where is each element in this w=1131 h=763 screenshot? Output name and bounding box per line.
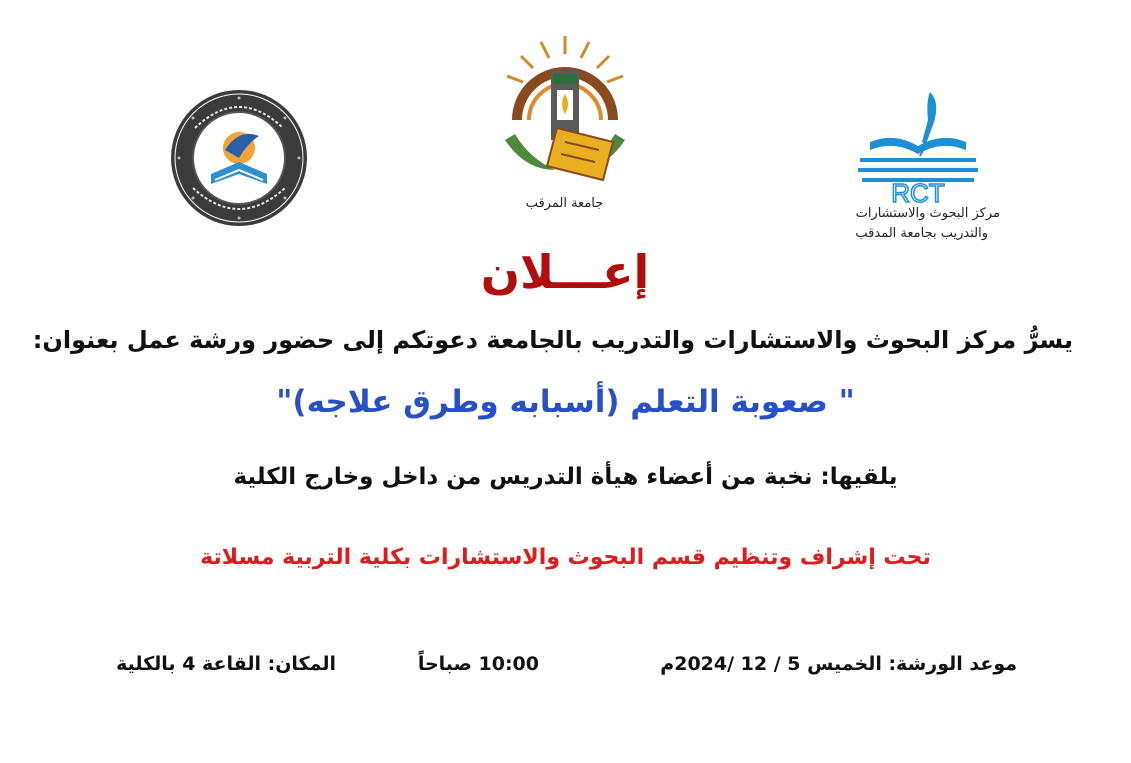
rct-caption-line2: والتدريب بجامعة المدقب — [855, 226, 988, 241]
workshop-location: المكان: القاعة 4 بالكلية — [116, 653, 336, 675]
workshop-title: " صعوبة التعلم (أسبابه وطرق علاجه)" — [276, 384, 855, 420]
supervision-line: تحت إشراف وتنظيم قسم البحوث والاستشارات بكلية التربية مسلاتة — [200, 545, 931, 570]
rct-letters: RCT — [891, 178, 945, 206]
speakers-line: يلقيها: نخبة من أعضاء هيأة التدريس من داخل وخارج الكلية — [233, 464, 898, 490]
university-emblem-icon — [495, 30, 635, 190]
announcement-headline: إعـــلان — [480, 245, 650, 299]
college-seal-icon — [165, 88, 313, 228]
university-caption: جامعة المرقب — [525, 196, 604, 211]
rct-caption-line1: مركز البحوث والاستشارات — [855, 206, 1000, 221]
invitation-intro: يسرُّ مركز البحوث والاستشارات والتدريب بالجامعة دعوتكم إلى حضور ورشة عمل بعنوان: — [32, 326, 1073, 354]
workshop-date: موعد الورشة: الخميس 5 / 12 /2024م — [660, 653, 1017, 675]
rct-logo-icon — [848, 88, 988, 206]
workshop-time: 10:00 صباحاً — [417, 653, 539, 675]
